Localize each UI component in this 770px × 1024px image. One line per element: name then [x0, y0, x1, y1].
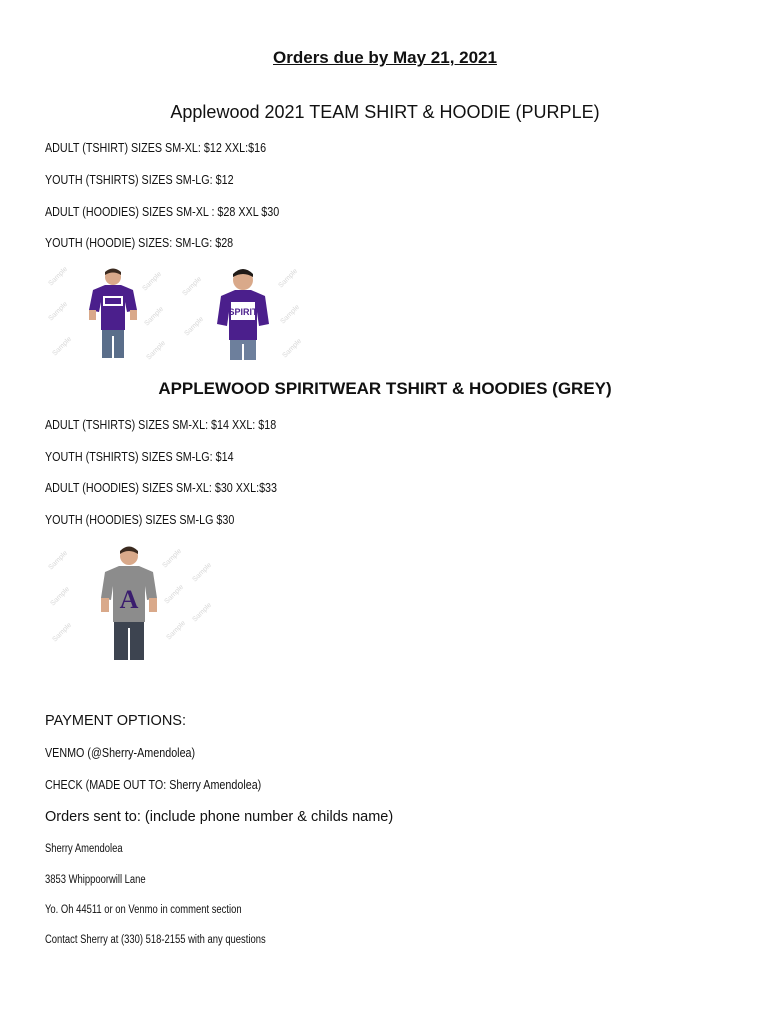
grey-price-line: ADULT (TSHIRTS) SIZES SM-XL: $14 XXL: $18 [45, 418, 277, 432]
svg-text:Sample: Sample [51, 621, 74, 644]
svg-text:Sample: Sample [141, 270, 164, 293]
svg-text:Sample: Sample [47, 300, 70, 323]
orders-sent-to-heading: Orders sent to: (include phone number & childs name) [45, 809, 394, 825]
adult-grey-tshirt-model [101, 547, 157, 661]
mailing-city: Yo. Oh 44511 or on Venmo in comment section [45, 904, 242, 916]
grey-price-line: ADULT (HOODIES) SIZES SM-XL: $30 XXL:$33 [45, 481, 278, 495]
svg-text:Sample: Sample [163, 583, 186, 606]
svg-text:Sample: Sample [181, 275, 204, 298]
youth-purple-hoodie-model [217, 269, 269, 360]
svg-text:Sample: Sample [47, 266, 70, 288]
svg-text:Sample: Sample [47, 549, 70, 572]
svg-text:Sample: Sample [165, 619, 188, 642]
purple-price-line: ADULT (TSHIRT) SIZES SM-XL: $12 XXL:$16 [45, 141, 267, 155]
svg-text:Sample: Sample [161, 547, 184, 570]
svg-text:Sample: Sample [183, 315, 206, 338]
svg-text:Sample: Sample [191, 601, 214, 624]
svg-text:Sample: Sample [281, 337, 304, 360]
shirt-letter: A [119, 585, 139, 614]
purple-price-line: ADULT (HOODIES) SIZES SM-XL : $28 XXL $30 [45, 205, 280, 219]
hoodie-print-text: SPIRIT [228, 307, 258, 317]
mailing-name: Sherry Amendolea [45, 843, 123, 855]
order-due-date: Orders due by May 21, 2021 [273, 48, 497, 67]
payment-options-heading: PAYMENT OPTIONS: [45, 713, 186, 729]
purple-products-photo [45, 266, 310, 362]
purple-price-line: YOUTH (HOODIE) SIZES: SM-LG: $28 [45, 236, 234, 250]
purple-price-line: YOUTH (TSHIRTS) SIZES SM-LG: $12 [45, 173, 234, 187]
adult-purple-tshirt-model [89, 269, 137, 359]
svg-text:Sample: Sample [49, 585, 72, 608]
mailing-street: 3853 Whippoorwill Lane [45, 874, 146, 886]
purple-section-title: Applewood 2021 TEAM SHIRT & HOODIE (PURPLE) [170, 102, 600, 122]
grey-price-line: YOUTH (TSHIRTS) SIZES SM-LG: $14 [45, 450, 234, 464]
svg-text:Sample: Sample [145, 339, 168, 362]
svg-text:Sample: Sample [51, 335, 74, 358]
svg-text:Sample: Sample [277, 267, 300, 290]
grey-price-line: YOUTH (HOODIES) SIZES SM-LG $30 [45, 513, 235, 527]
svg-text:Sample: Sample [191, 561, 214, 584]
grey-product-photo [45, 542, 215, 664]
svg-text:Sample: Sample [143, 305, 166, 328]
payment-check: CHECK (MADE OUT TO: Sherry Amendolea) [45, 778, 262, 792]
contact-line: Contact Sherry at (330) 518-2155 with any questions [45, 934, 266, 946]
payment-venmo: VENMO (@Sherry-Amendolea) [45, 746, 196, 760]
svg-text:Sample: Sample [279, 303, 302, 326]
grey-section-title: APPLEWOOD SPIRITWEAR TSHIRT & HOODIES (GREY) [158, 379, 612, 398]
